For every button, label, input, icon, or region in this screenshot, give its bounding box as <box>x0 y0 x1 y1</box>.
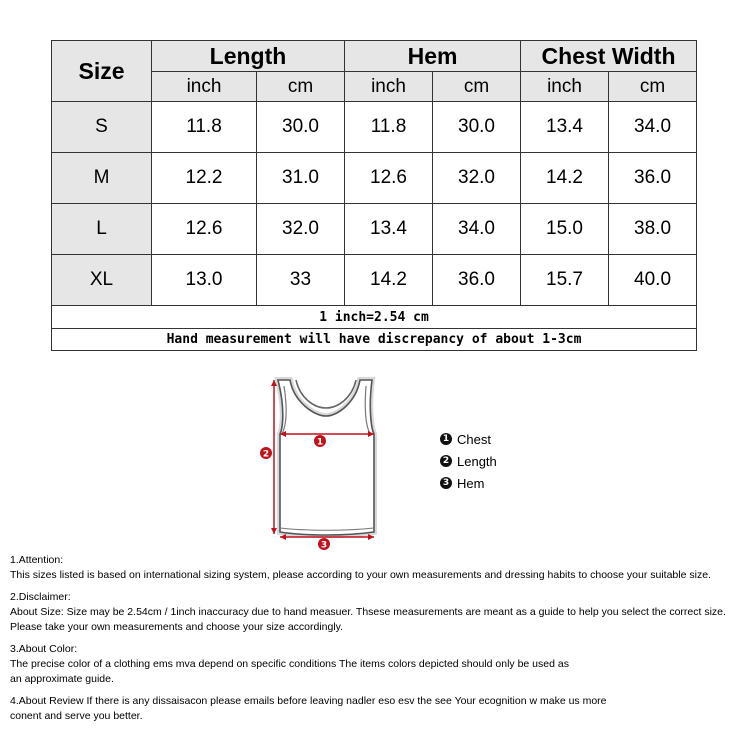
table-cell: 15.7 <box>521 255 609 306</box>
table-cell: 11.8 <box>152 102 257 153</box>
table-cell: 30.0 <box>257 102 345 153</box>
legend-item-length <box>440 450 497 472</box>
note-line: This sizes listed is based on international sizing system, please according to your own measurements and dressing habits to choose your suitable size. <box>10 569 711 581</box>
table-cell: 32.0 <box>433 153 521 204</box>
note-line: About Size: Size may be 2.54cm / 1inch inaccuracy due to hand measuer. Thsese measurements are meant as a guide to help you select the correct size. <box>10 606 726 618</box>
legend-label: Hem <box>457 475 485 491</box>
unit-header: cm <box>433 72 521 102</box>
table-cell: 12.6 <box>345 153 433 204</box>
tank-top-diagram <box>256 372 396 554</box>
unit-header: cm <box>609 72 697 102</box>
table-row <box>52 153 697 204</box>
size-header: Size <box>52 41 152 102</box>
attention-note <box>10 553 745 583</box>
table-row <box>52 102 697 153</box>
legend-number: 2 <box>440 455 452 467</box>
arrow-head <box>271 528 277 534</box>
table-cell: 14.2 <box>345 255 433 306</box>
table-row <box>52 204 697 255</box>
note-line: 1.Attention: <box>10 554 64 566</box>
marker-1-label: 1 <box>316 437 324 448</box>
legend-label: Chest <box>457 431 491 447</box>
table-cell: 11.8 <box>345 102 433 153</box>
table-cell: 13.4 <box>345 204 433 255</box>
table-cell: 36.0 <box>433 255 521 306</box>
size-cell: L <box>52 204 152 255</box>
legend-number: 1 <box>440 433 452 445</box>
note-line: an approximate guide. <box>10 673 114 685</box>
table-cell: 12.2 <box>152 153 257 204</box>
measurement-note: Hand measurement will have discrepancy of about 1-3cm <box>52 329 697 351</box>
chest-width-header: Chest Width <box>521 41 697 72</box>
notes-section <box>10 553 745 731</box>
unit-header: cm <box>257 72 345 102</box>
length-header: Length <box>152 41 345 72</box>
size-cell: XL <box>52 255 152 306</box>
legend-item-chest <box>440 428 497 450</box>
table-row <box>52 255 697 306</box>
legend-label: Length <box>457 453 497 469</box>
table-cell: 36.0 <box>609 153 697 204</box>
table-cell: 34.0 <box>433 204 521 255</box>
size-cell: S <box>52 102 152 153</box>
table-cell: 33 <box>257 255 345 306</box>
size-chart-table <box>51 40 696 351</box>
note-line: The precise color of a clothing ems mva depend on specific conditions The items colors depicted should only be used as <box>10 658 569 670</box>
unit-header: inch <box>521 72 609 102</box>
note-line: Please take your own measurements and choose your size accordingly. <box>10 621 344 633</box>
table-cell: 15.0 <box>521 204 609 255</box>
legend-number: 3 <box>440 477 452 489</box>
unit-header: inch <box>152 72 257 102</box>
note-line: 2.Disclaimer: <box>10 591 71 603</box>
marker-2-label: 2 <box>262 449 270 460</box>
table-cell: 13.0 <box>152 255 257 306</box>
table-cell: 32.0 <box>257 204 345 255</box>
marker-3-label: 3 <box>320 540 328 551</box>
color-note <box>10 642 745 687</box>
tank-top-body <box>278 380 374 535</box>
unit-header: inch <box>345 72 433 102</box>
measurement-legend <box>440 428 497 494</box>
tank-top-svg <box>256 372 396 554</box>
note-line: 4.About Review If there is any dissaisacon please emails before leaving nadler eso esv the see Your ecognition w make us more <box>10 695 607 707</box>
size-cell: M <box>52 153 152 204</box>
table-cell: 31.0 <box>257 153 345 204</box>
table-cell: 12.6 <box>152 204 257 255</box>
note-line: conent and serve you better. <box>10 710 143 722</box>
conversion-note: 1 inch=2.54 cm <box>52 306 697 329</box>
note-line: 3.About Color: <box>10 643 78 655</box>
disclaimer-note <box>10 590 745 635</box>
review-note <box>10 694 745 724</box>
legend-item-hem <box>440 472 497 494</box>
table-cell: 13.4 <box>521 102 609 153</box>
table-cell: 30.0 <box>433 102 521 153</box>
table-cell: 38.0 <box>609 204 697 255</box>
hem-header: Hem <box>345 41 521 72</box>
table-cell: 34.0 <box>609 102 697 153</box>
table-cell: 40.0 <box>609 255 697 306</box>
table-cell: 14.2 <box>521 153 609 204</box>
